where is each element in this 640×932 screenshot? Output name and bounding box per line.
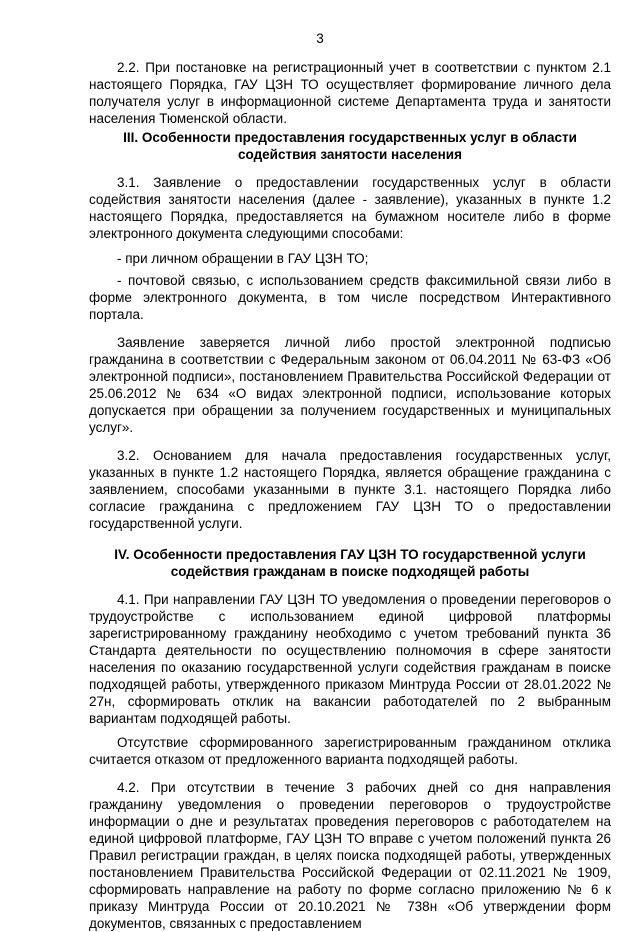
- paragraph-signature: Заявление заверяется личной либо простой электронной подписью гражданина в соответствии с Федеральным законом от 06.04.2011 № 63-ФЗ «Об электронной подписи», постановлением Правительства Российской Федерации от 25.06.2012 № 634 «О видах электронной подписи, использование которых допускается при обращении за получением государственных и муниципальных услуг».: [89, 335, 611, 435]
- paragraph-3-1: 3.1. Заявление о предоставлении государственных услуг в области содействия занятости населения (далее - заявление), указанных в пункте 1.2 настоящего Порядка, предоставляется на бумажном носителе либо в форме электронного документа следующими способами:: [89, 175, 611, 241]
- section-heading-4: IV. Особенности предоставления ГАУ ЦЗН ТО государственной услуги содействия гражданам в поиске подходящей работы: [114, 547, 586, 579]
- paragraph-4-2: 4.2. При отсутствии в течение 3 рабочих дней со дня направления гражданину уведомления о проведении переговоров о трудоустройстве информации о дне и результатах проведения переговоров с работодателем на единой цифровой платформе, ГАУ ЦЗН ТО вправе с учетом положений пункта 26 Правил регистрации граждан, в целях поиска подходящей работы, утвержденных постановлением Правительства Российской Федерации от 02.11.2021 № 1909, сформировать направление на работу по форме согласно приложению № 6 к приказу Минтруда России от 20.10.2021 № 738н «Об утверждении форм документов, связанных с предоставлением: [89, 780, 611, 931]
- list-item-personal-visit: - при личном обращении в ГАУ ЦЗН ТО;: [117, 251, 369, 266]
- section-heading-3: III. Особенности предоставления государственных услуг в области содействия занятости населения: [123, 130, 577, 162]
- paragraph-absence: Отсутствие сформированного зарегистрированным гражданином отклика считается отказом от предложенного варианта подходящей работы.: [89, 735, 611, 767]
- paragraph-3-2: 3.2. Основанием для начала предоставления государственных услуг, указанных в пункте 1.2 настоящего Порядка, является обращение гражданина с заявлением, способами указанными в пункте 3.1. настоящего Порядка либо согласие гражданина с предложением ГАУ ЦЗН ТО о предоставлении государственной услуги.: [89, 448, 611, 531]
- list-item-postal: - почтовой связью, с использованием средств факсимильной связи либо в форме электронного документа, в том числе посредством Интерактивного портала.: [89, 273, 611, 322]
- page-number: 3: [316, 31, 324, 46]
- paragraph-2-2: 2.2. При постановке на регистрационный учет в соответствии с пунктом 2.1 настоящего Порядка, ГАУ ЦЗН ТО осуществляет формирование личного дела получателя услуг в информационной системе Департамента труда и занятости населения Тюменской области.: [89, 60, 611, 126]
- document-body: [89, 59, 611, 932]
- paragraph-4-1: 4.1. При направлении ГАУ ЦЗН ТО уведомления о проведении переговоров о трудоустройстве с использованием единой цифровой платформы зарегистрированному гражданину необходимо с учетом требований пункта 36 Стандарта деятельности по осуществлению полномочия в сфере занятости населения по оказанию государственной услуги содействия гражданам в поиске подходящей работы, утвержденного приказом Минтруда России от 28.01.2022 № 27н, сформировать отклик на вакансии работодателей по 2 выбранным вариантам подходящей работы.: [89, 592, 611, 726]
